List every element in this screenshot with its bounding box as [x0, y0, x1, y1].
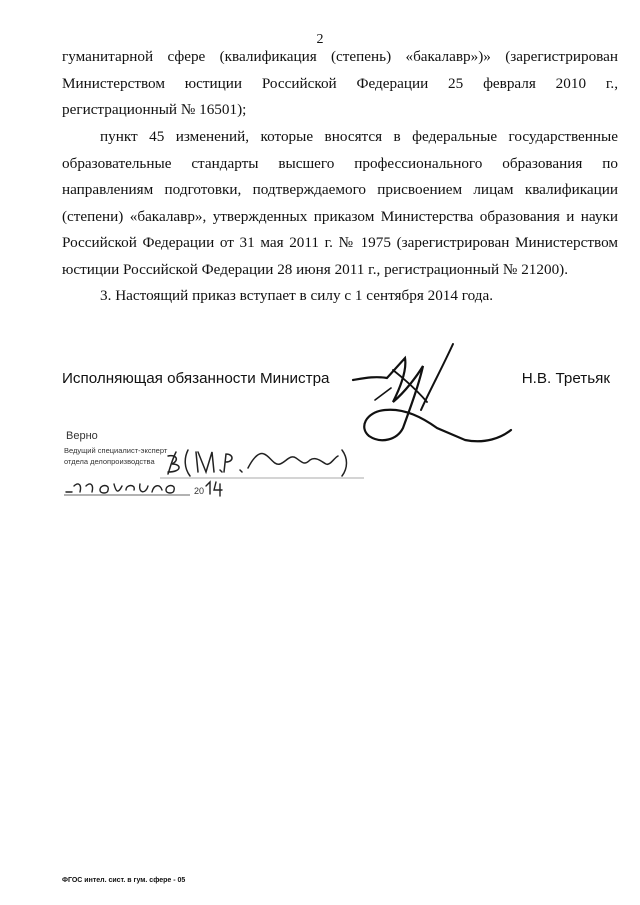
stamp-department: отдела делопроизводства — [64, 457, 155, 466]
minister-signature — [345, 340, 515, 450]
paragraph-2 — [62, 124, 618, 284]
signatory-name: Н.В. Третьяк — [521, 370, 610, 387]
svg-text:20: 20 — [194, 486, 205, 496]
paragraph-3-text: 3. Настоящий приказ вступает в силу с 1 сентября 2014 года. — [100, 287, 494, 304]
certification-stamp — [64, 428, 364, 508]
stamp-title: Верно — [66, 430, 98, 442]
page-number: 2 — [316, 32, 324, 47]
paragraph-3 — [62, 283, 618, 310]
stamp-handwriting — [64, 442, 364, 508]
signatory-title: Исполняющая обязанности Министра — [62, 370, 330, 387]
stamp-position: Ведущий специалист-эксперт — [64, 446, 168, 455]
paragraph-1-text: гуманитарной сфере (квалификация (степень) «бакалавр»)» (зарегистрирован Министерством юстиции Российской Федерации 25 февраля 2010 г., регистрационный № 16501); — [62, 48, 618, 119]
paragraph-1 — [62, 44, 618, 124]
document-footer: ФГОС интел. сист. в гум. сфере - 05 — [62, 877, 186, 884]
paragraph-2-text: пункт 45 изменений, которые вносятся в федеральные государственные образовательные стандарты высшего профессионального образования по направлениям подготовки, подтверждаемого присвоением лицам квалификации (степени) «бакалавр», утвержденных приказом Министерства образования и науки Российской Федерации от 31 мая 2011 г. № 1975 (зарегистрирован Министерством юстиции Российской Федерации 28 июня 2011 г., регистрационный № 21200). — [62, 128, 618, 278]
